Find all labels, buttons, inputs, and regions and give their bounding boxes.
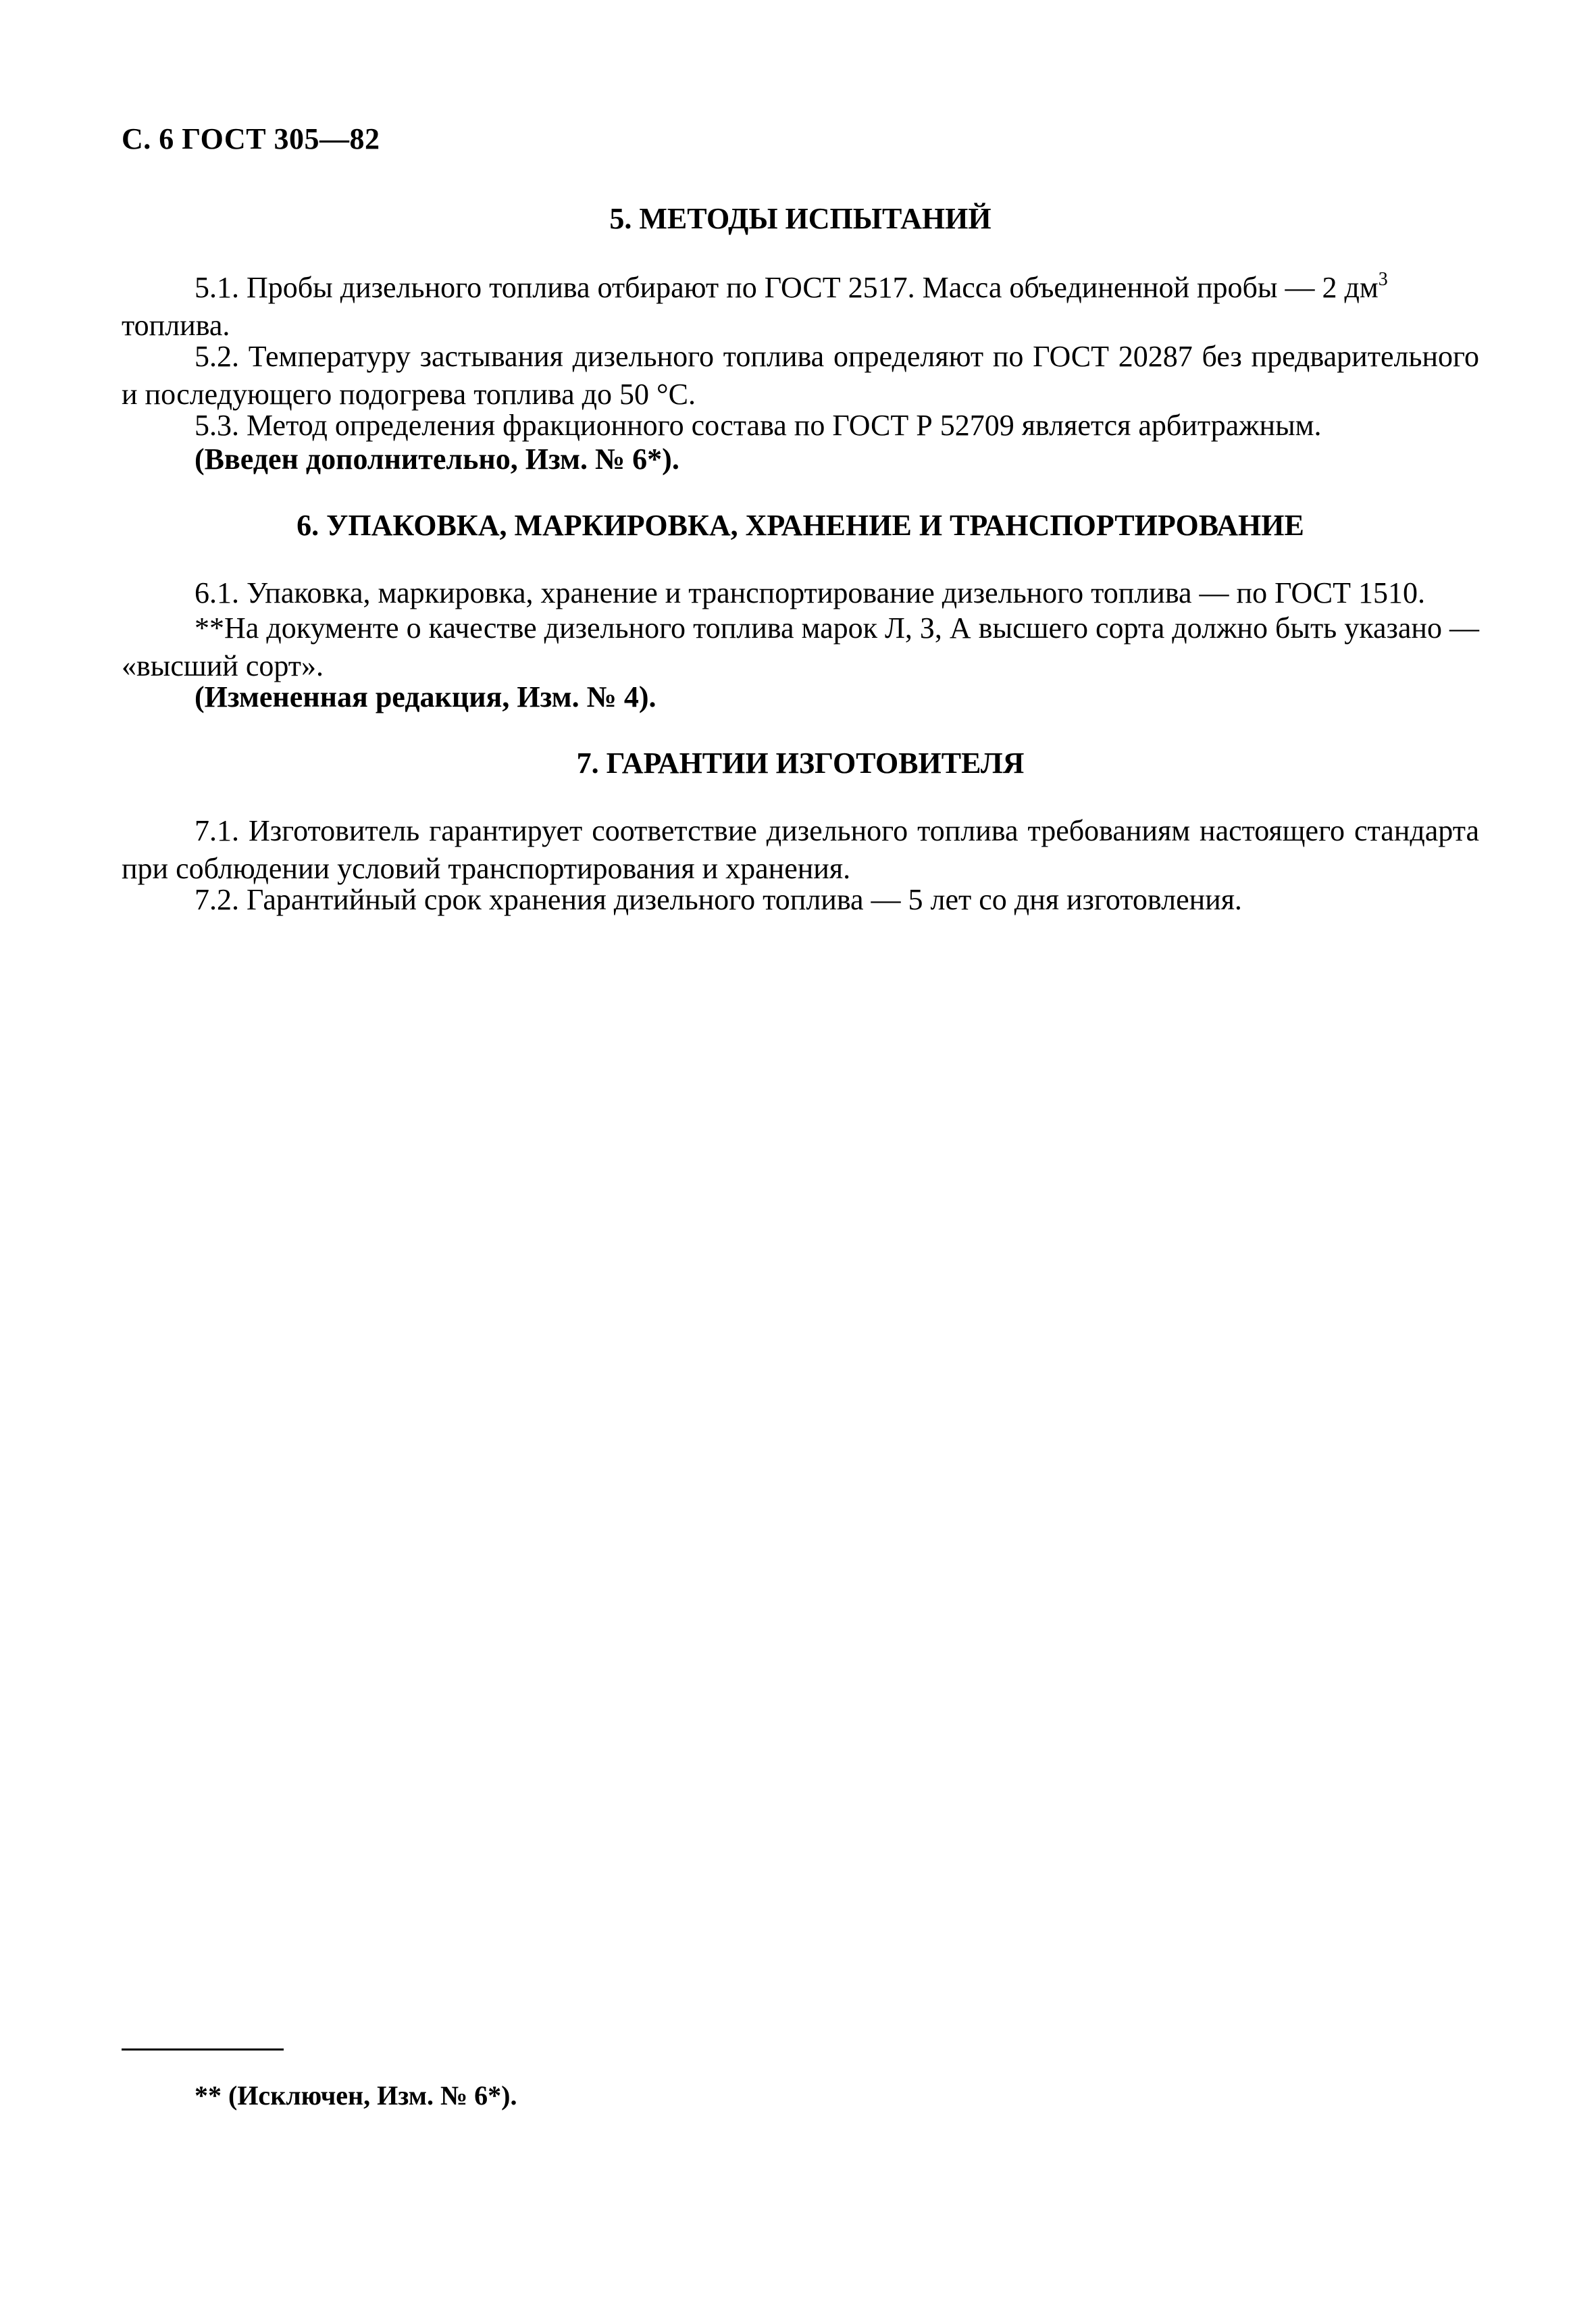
running-head: С. 6 ГОСТ 305—82 (122, 122, 380, 155)
paragraph-7-2: 7.2. Гарантийный срок хранения дизельного топлива — 5 лет со дня изготовления. (195, 883, 1242, 916)
section-6-title: 6. УПАКОВКА, МАРКИРОВКА, ХРАНЕНИЕ И ТРАНСПОРТИРОВАНИЕ (297, 509, 1304, 542)
paragraph-7-1: 7.1. Изготовитель гарантирует соответствие дизельного топлива требованиям настоящего стандарта при соблюдении условий транспортирования и хранения. (122, 814, 1479, 885)
paragraph-6-1-note: **На документе о качестве дизельного топлива марок Л, З, А высшего сорта должно быть указано — «высший сорт». (122, 611, 1479, 682)
section-5-title: 5. МЕТОДЫ ИСПЫТАНИЙ (609, 202, 992, 235)
paragraph-5-3: 5.3. Метод определения фракционного состава по ГОСТ Р 52709 является арбитражным. (195, 409, 1322, 442)
document-page (122, 0, 1479, 2314)
amendment-note-6-1: (Измененная редакция, Изм. № 4). (195, 680, 657, 713)
paragraph-5-1-tail: топлива. (122, 309, 230, 342)
amendment-note-5-3: (Введен дополнительно, Изм. № 6*). (195, 443, 679, 476)
paragraph-6-1: 6.1. Упаковка, маркировка, хранение и транспортирование дизельного топлива — по ГОСТ 1510. (195, 576, 1425, 609)
paragraph-5-2: 5.2. Температуру застывания дизельного топлива определяют по ГОСТ 20287 без предварительного и последующего подогрева топлива до 50 °С. (122, 340, 1479, 411)
footnote-divider (122, 2048, 284, 2051)
footnote: ** (Исключен, Изм. № 6*). (195, 2080, 517, 2111)
section-7-title: 7. ГАРАНТИИ ИЗГОТОВИТЕЛЯ (576, 747, 1025, 780)
superscript: 3 (1378, 269, 1388, 290)
paragraph-5-1 (122, 269, 1479, 307)
paragraph-5-1-text: 5.1. Пробы дизельного топлива отбирают по ГОСТ 2517. Масса объединенной пробы — 2 дм (195, 271, 1379, 304)
